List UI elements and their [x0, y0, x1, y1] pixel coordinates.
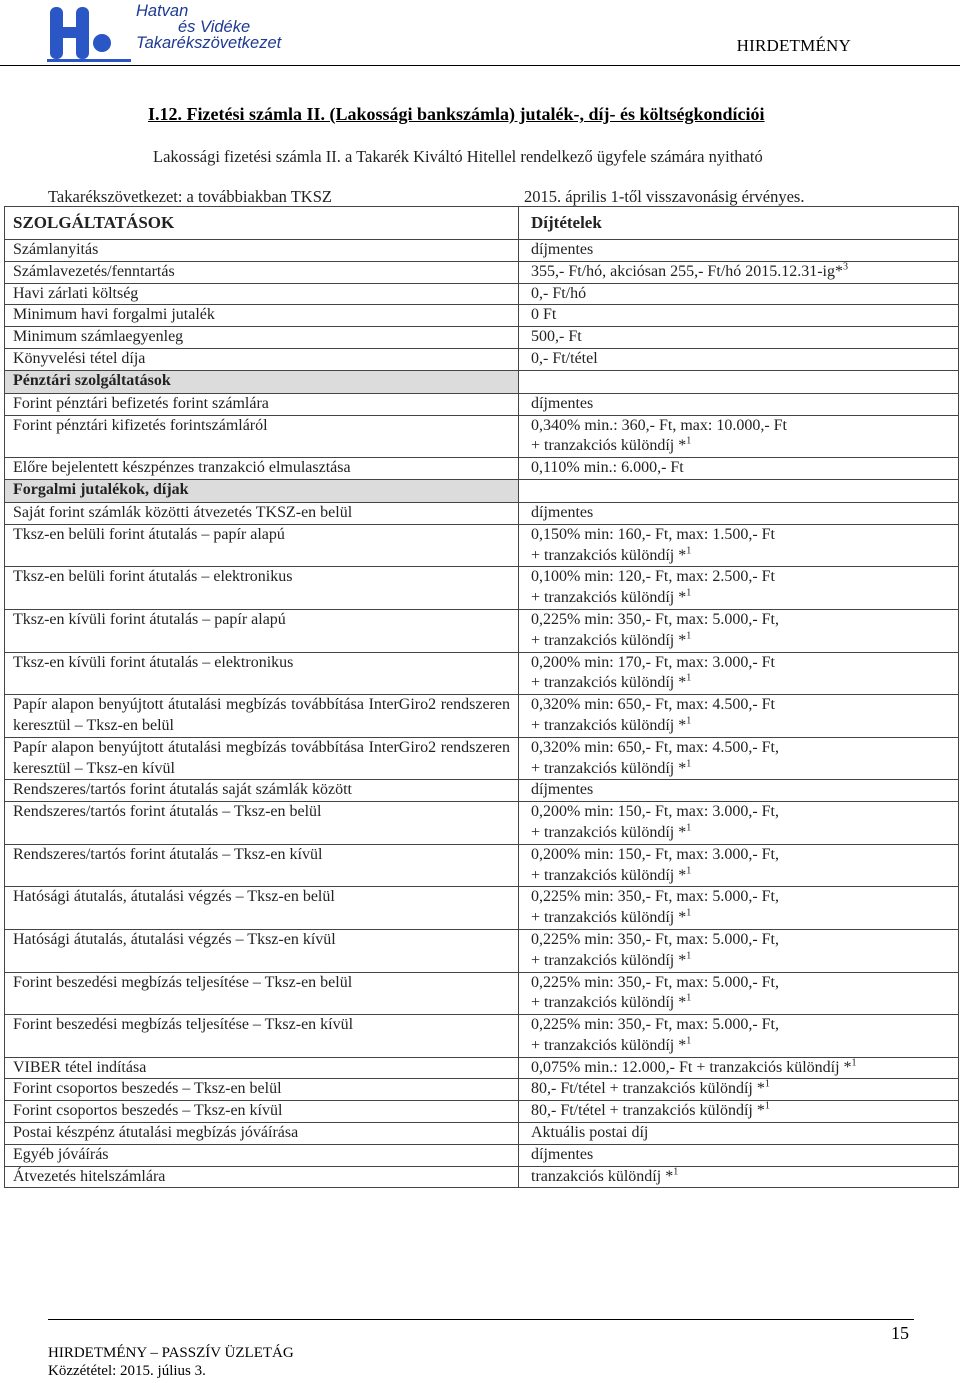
service-label: Számlavezetés/fenntartás	[13, 262, 175, 280]
service-cell	[5, 524, 519, 567]
fee-text: + tranzakciós különdíj *	[531, 1036, 687, 1054]
fee-line	[531, 631, 950, 652]
footnote-marker: 1	[686, 950, 692, 962]
table-row	[5, 502, 959, 524]
service-label: Postai készpénz átutalási megbízás jóváírása	[13, 1124, 299, 1142]
service-label: Forint beszedési megbízás teljesítése – Tksz-en kívül	[13, 1016, 354, 1034]
table-row	[5, 567, 959, 610]
footnote-marker: 1	[764, 1079, 770, 1091]
footnote-marker: 1	[686, 545, 692, 557]
table-row	[5, 283, 959, 305]
fee-cell	[519, 305, 959, 327]
fee-line	[531, 1123, 950, 1144]
fee-text: 0,150% min: 160,- Ft, max: 1.500,- Ft	[531, 525, 775, 543]
footnote-marker: 1	[686, 715, 692, 727]
fee-cell	[519, 929, 959, 972]
fee-line	[531, 845, 950, 866]
table-row	[5, 1123, 959, 1145]
fee-cell	[519, 1123, 959, 1145]
table-row	[5, 327, 959, 349]
fee-line	[531, 930, 950, 951]
service-cell	[5, 458, 519, 480]
service-cell	[5, 780, 519, 802]
service-cell	[5, 1079, 519, 1101]
fee-text: 0,- Ft/hó	[531, 284, 587, 302]
fee-text: 355,- Ft/hó, akciósan 255,- Ft/hó 2015.12.31-ig*	[531, 262, 843, 280]
table-row	[5, 972, 959, 1015]
fee-text: 0,225% min: 350,- Ft, max: 5.000,- Ft,	[531, 610, 779, 628]
fee-text: 0,- Ft/tétel	[531, 349, 598, 367]
fee-cell	[519, 802, 959, 845]
fee-cell	[519, 283, 959, 305]
footnote-marker: 1	[686, 865, 692, 877]
fee-line	[531, 1101, 950, 1122]
issuer-note: Takarékszövetkezet: a továbbiakban TKSZ	[48, 187, 332, 206]
fee-line	[531, 1079, 950, 1100]
section-fee-cell	[519, 479, 959, 502]
service-label: Hatósági átutalás, átutalási végzés – Tksz-en kívül	[13, 930, 336, 948]
fee-line	[531, 436, 950, 457]
fee-line	[531, 503, 950, 524]
footnote-marker: 1	[686, 587, 692, 599]
fee-line	[531, 1036, 950, 1057]
fee-text: 80,- Ft/tétel + tranzakciós különdíj *	[531, 1080, 765, 1098]
fee-line	[531, 1058, 950, 1079]
service-label: Forint pénztári befizetés forint számlára	[13, 394, 269, 412]
table-row	[5, 261, 959, 283]
fee-line	[531, 262, 950, 283]
header-divider	[0, 65, 960, 66]
service-label: Forint beszedési megbízás teljesítése – Tksz-en belül	[13, 973, 353, 991]
bank-logo	[44, 2, 282, 63]
fee-line	[531, 394, 950, 415]
fee-line	[531, 416, 950, 437]
fee-text: + tranzakciós különdíj *	[531, 994, 687, 1012]
service-label: Tksz-en belüli forint átutalás – papír alapú	[13, 525, 285, 543]
fee-text: + tranzakciós különdíj *	[531, 909, 687, 927]
fee-line	[531, 349, 950, 370]
fee-line	[531, 1015, 950, 1036]
fee-line	[531, 951, 950, 972]
service-cell	[5, 1144, 519, 1166]
service-label: Tksz-en kívüli forint átutalás – elektronikus	[13, 653, 294, 671]
table-row	[5, 737, 959, 780]
fee-text: 0,100% min: 120,- Ft, max: 2.500,- Ft	[531, 568, 775, 586]
fee-cell	[519, 261, 959, 283]
fee-line	[531, 546, 950, 567]
table-row	[5, 524, 959, 567]
service-cell	[5, 261, 519, 283]
service-label: Papír alapon benyújtott átutalási megbízás továbbítása InterGiro2 rendszeren keresztül – Tksz-en kívül	[13, 738, 510, 777]
fee-cell	[519, 1057, 959, 1079]
fee-text: 80,- Ft/tétel + tranzakciós különdíj *	[531, 1102, 765, 1120]
fee-line	[531, 327, 950, 348]
fee-line	[531, 993, 950, 1014]
service-label: Tksz-en kívüli forint átutalás – papír alapú	[13, 610, 286, 628]
fee-cell	[519, 1101, 959, 1123]
service-label: Rendszeres/tartós forint átutalás – Tksz-en kívül	[13, 845, 323, 863]
table-row	[5, 929, 959, 972]
table-row	[5, 1144, 959, 1166]
fee-line	[531, 588, 950, 609]
footer-doc-title: HIRDETMÉNY – PASSZÍV ÜZLETÁG	[48, 1345, 294, 1361]
fee-cell	[519, 502, 959, 524]
service-cell	[5, 695, 519, 738]
footer-publication-date: Közzététel: 2015. július 3.	[48, 1363, 206, 1379]
fee-line	[531, 716, 950, 737]
fee-text: 0,225% min: 350,- Ft, max: 5.000,- Ft,	[531, 930, 779, 948]
service-cell	[5, 1166, 519, 1188]
fee-cell	[519, 458, 959, 480]
footnote-marker: 3	[842, 261, 848, 273]
footer-divider	[48, 1319, 914, 1320]
service-cell	[5, 1015, 519, 1058]
fee-text: + tranzakciós különdíj *	[531, 951, 687, 969]
table-row	[5, 652, 959, 695]
table-row	[5, 1166, 959, 1188]
service-label: Egyéb jóváírás	[13, 1145, 109, 1163]
service-label: Hatósági átutalás, átutalási végzés – Tksz-en belül	[13, 888, 335, 906]
fee-text: 0,320% min: 650,- Ft, max: 4.500,- Ft	[531, 696, 775, 714]
footnote-marker: 1	[673, 1166, 679, 1178]
fee-text: + tranzakciós különdíj *	[531, 866, 687, 884]
footnote-marker: 1	[686, 436, 692, 448]
fee-text: + tranzakciós különdíj *	[531, 823, 687, 841]
service-cell	[5, 393, 519, 415]
service-cell	[5, 502, 519, 524]
fee-line	[531, 973, 950, 994]
table-row	[5, 609, 959, 652]
fee-text: 0,320% min: 650,- Ft, max: 4.500,- Ft,	[531, 738, 779, 756]
fee-cell	[519, 393, 959, 415]
service-cell	[5, 652, 519, 695]
service-cell	[5, 348, 519, 370]
fee-text: 0,225% min: 350,- Ft, max: 5.000,- Ft,	[531, 1016, 779, 1034]
fee-cell	[519, 609, 959, 652]
service-label: Forint csoportos beszedés – Tksz-en kívül	[13, 1102, 283, 1120]
fee-text: tranzakciós különdíj *	[531, 1167, 674, 1185]
fee-cell	[519, 415, 959, 458]
footnote-marker: 1	[686, 673, 692, 685]
column-header-services: SZOLGÁLTATÁSOK	[5, 207, 519, 240]
fee-cell	[519, 1015, 959, 1058]
logo-h-icon	[44, 3, 134, 63]
fee-cell	[519, 972, 959, 1015]
footnote-marker: 1	[764, 1100, 770, 1112]
fee-line	[531, 1145, 950, 1166]
fee-line	[531, 458, 950, 479]
table-row	[5, 348, 959, 370]
fee-cell	[519, 524, 959, 567]
fee-text: díjmentes	[531, 1145, 594, 1163]
fee-text: + tranzakciós különdíj *	[531, 437, 687, 455]
fee-cell	[519, 887, 959, 930]
fee-text: 0,200% min: 150,- Ft, max: 3.000,- Ft,	[531, 845, 779, 863]
service-cell	[5, 844, 519, 887]
table-row	[5, 844, 959, 887]
footnote-marker: 1	[686, 1035, 692, 1047]
fee-text: 0 Ft	[531, 306, 557, 324]
section-label: Forgalmi jutalékok, díjak	[5, 479, 519, 502]
fee-line	[531, 305, 950, 326]
table-row	[5, 415, 959, 458]
fee-cell	[519, 737, 959, 780]
fee-text: + tranzakciós különdíj *	[531, 631, 687, 649]
service-label: Papír alapon benyújtott átutalási megbízás továbbítása InterGiro2 rendszeren keresztül – Tksz-en belül	[13, 696, 510, 734]
fee-cell	[519, 567, 959, 610]
table-row	[5, 1101, 959, 1123]
fee-cell	[519, 1166, 959, 1188]
service-label: Minimum számlaegyenleg	[13, 328, 184, 346]
fee-text: díjmentes	[531, 241, 594, 258]
logo-wordmark: Hatvan és Vidéke Takarékszövetkezet	[136, 2, 282, 52]
fee-text: Aktuális postai díj	[531, 1124, 649, 1142]
fee-cell	[519, 695, 959, 738]
fee-line	[531, 653, 950, 674]
fee-line	[531, 866, 950, 887]
service-label: Könyvelési tétel díja	[13, 349, 146, 367]
fee-text: 0,110% min.: 6.000,- Ft	[531, 459, 684, 477]
table-header-row	[5, 207, 959, 240]
service-cell	[5, 802, 519, 845]
table-row	[5, 393, 959, 415]
fee-cell	[519, 327, 959, 349]
section-row	[5, 479, 959, 502]
fee-text: 0,225% min: 350,- Ft, max: 5.000,- Ft,	[531, 973, 779, 991]
service-label: Előre bejelentett készpénzes tranzakció elmulasztása	[13, 459, 351, 477]
service-label: Rendszeres/tartós forint átutalás – Tksz-en belül	[13, 803, 322, 821]
fee-line	[531, 695, 950, 716]
fee-line	[531, 802, 950, 823]
fee-line	[531, 610, 950, 631]
fee-text: + tranzakciós különdíj *	[531, 674, 687, 692]
table-row	[5, 458, 959, 480]
table-row	[5, 240, 959, 262]
service-cell	[5, 1123, 519, 1145]
footnote-marker: 1	[686, 822, 692, 834]
service-label: Havi zárlati költség	[13, 284, 139, 302]
fee-text: + tranzakciós különdíj *	[531, 546, 687, 564]
table-row	[5, 1015, 959, 1058]
fee-line	[531, 759, 950, 780]
service-label: Forint pénztári kifizetés forintszámláról	[13, 416, 268, 434]
service-cell	[5, 1101, 519, 1123]
table-row	[5, 1079, 959, 1101]
table-row	[5, 305, 959, 327]
fee-text: díjmentes	[531, 394, 594, 412]
fee-line	[531, 1167, 950, 1188]
service-cell	[5, 415, 519, 458]
column-header-fees: Díjtételek	[519, 207, 959, 240]
document-type: HIRDETMÉNY	[736, 36, 851, 55]
fee-line	[531, 738, 950, 759]
section-fee-cell	[519, 370, 959, 393]
service-cell	[5, 305, 519, 327]
fee-cell	[519, 652, 959, 695]
footnote-marker: 1	[686, 992, 692, 1004]
service-cell	[5, 609, 519, 652]
fee-line	[531, 240, 950, 261]
section-row	[5, 370, 959, 393]
table-row	[5, 1057, 959, 1079]
fee-line	[531, 284, 950, 305]
service-label: Forint csoportos beszedés – Tksz-en belül	[13, 1080, 282, 1098]
service-cell	[5, 737, 519, 780]
fee-line	[531, 823, 950, 844]
page-header	[0, 0, 960, 70]
service-cell	[5, 887, 519, 930]
service-label: Rendszeres/tartós forint átutalás saját számlák között	[13, 781, 352, 799]
table-row	[5, 802, 959, 845]
footnote-marker: 1	[686, 907, 692, 919]
fee-line	[531, 780, 950, 801]
footnote-marker: 1	[686, 630, 692, 642]
fee-text: 0,225% min: 350,- Ft, max: 5.000,- Ft,	[531, 888, 779, 906]
page-number: 15	[891, 1323, 909, 1343]
fee-line	[531, 567, 950, 588]
fee-cell	[519, 240, 959, 262]
service-cell	[5, 567, 519, 610]
service-cell	[5, 240, 519, 262]
service-label: Számlanyitás	[13, 241, 99, 258]
fee-line	[531, 887, 950, 908]
fee-text: 0,200% min: 150,- Ft, max: 3.000,- Ft,	[531, 803, 779, 821]
service-cell	[5, 929, 519, 972]
service-label: Minimum havi forgalmi jutalék	[13, 306, 215, 324]
footnote-marker: 1	[851, 1057, 857, 1069]
fee-line	[531, 908, 950, 929]
fee-text: + tranzakciós különdíj *	[531, 759, 687, 777]
section-title: I.12. Fizetési számla II. (Lakossági bankszámla) jutalék-, díj- és költségkondíciói	[148, 104, 765, 124]
fee-text: + tranzakciós különdíj *	[531, 589, 687, 607]
service-label: Tksz-en belüli forint átutalás – elektronikus	[13, 568, 293, 586]
fee-text: 0,200% min: 170,- Ft, max: 3.000,- Ft	[531, 653, 775, 671]
table-row	[5, 695, 959, 738]
table-row	[5, 780, 959, 802]
fee-table	[4, 206, 959, 1188]
fee-text: 0,340% min.: 360,- Ft, max: 10.000,- Ft	[531, 416, 787, 434]
service-cell	[5, 327, 519, 349]
service-label: VIBER tétel indítása	[13, 1058, 147, 1076]
fee-cell	[519, 780, 959, 802]
fee-text: + tranzakciós különdíj *	[531, 716, 687, 734]
fee-text: díjmentes	[531, 781, 594, 799]
fee-text: 0,075% min.: 12.000,- Ft + tranzakciós különdíj *	[531, 1058, 852, 1076]
fee-cell	[519, 1079, 959, 1101]
footnote-marker: 1	[686, 758, 692, 770]
fee-text: 500,- Ft	[531, 328, 582, 346]
table-row	[5, 887, 959, 930]
service-cell	[5, 1057, 519, 1079]
service-label: Saját forint számlák közötti átvezetés TKSZ-en belül	[13, 503, 353, 521]
section-subtitle: Lakossági fizetési számla II. a Takarék Kiváltó Hitellel rendelkező ügyfele számára nyitható	[153, 147, 763, 166]
fee-line	[531, 673, 950, 694]
service-cell	[5, 283, 519, 305]
fee-line	[531, 525, 950, 546]
section-label: Pénztári szolgáltatások	[5, 370, 519, 393]
fee-cell	[519, 348, 959, 370]
service-cell	[5, 972, 519, 1015]
validity-note: 2015. április 1-től visszavonásig érvényes.	[524, 187, 805, 206]
fee-cell	[519, 1144, 959, 1166]
fee-text: díjmentes	[531, 503, 594, 521]
service-label: Átvezetés hitelszámlára	[13, 1167, 166, 1185]
fee-cell	[519, 844, 959, 887]
